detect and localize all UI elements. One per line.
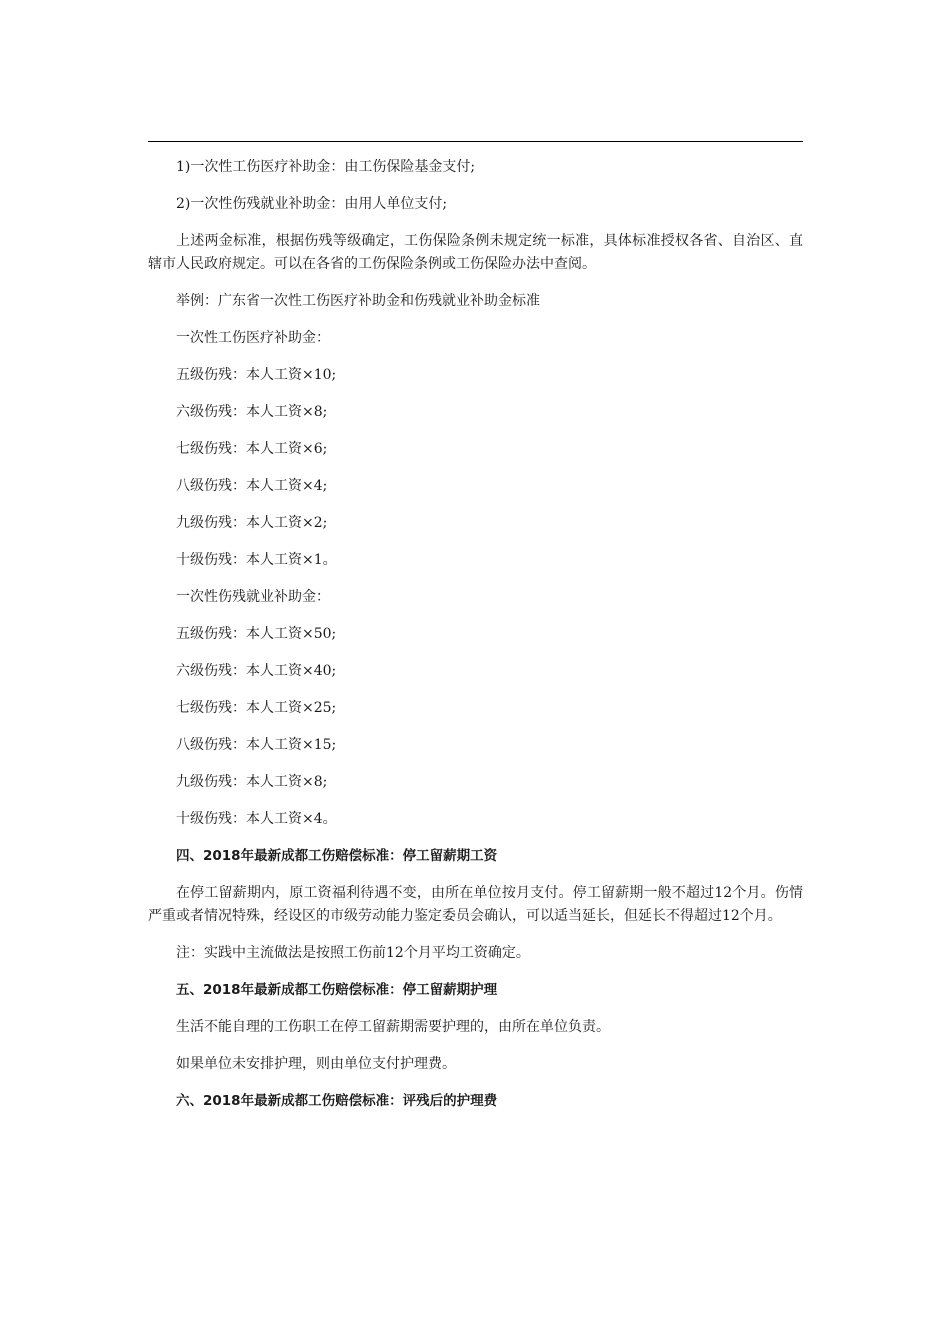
list-item: 九级伤残：本人工资×2;	[176, 515, 328, 531]
paragraph: 1)一次性工伤医疗补助金：由工伤保险基金支付;	[176, 159, 476, 175]
paragraph: 上述两金标准，根据伤残等级确定，工伤保险条例未规定统一标准，具体标准授权各省、自治区、直辖市人民政府规定。可以在各省的工伤保险条例或工伤保险办法中查阅。	[148, 233, 803, 272]
paragraph: 生活不能自理的工伤职工在停工留薪期需要护理的，由所在单位负责。	[176, 1019, 610, 1035]
list-item: 五级伤残：本人工资×10;	[176, 367, 337, 383]
list-item: 六级伤残：本人工资×8;	[176, 404, 328, 420]
list-item: 八级伤残：本人工资×15;	[176, 737, 337, 753]
list-item: 七级伤残：本人工资×25;	[176, 700, 337, 716]
list-item: 六级伤残：本人工资×40;	[176, 663, 337, 679]
list-item: 五级伤残：本人工资×50;	[176, 626, 337, 642]
paragraph: 如果单位未安排护理，则由单位支付护理费。	[176, 1056, 456, 1072]
paragraph: 2)一次性伤残就业补助金：由用人单位支付;	[176, 196, 448, 212]
section-heading: 四、2018年最新成都工伤赔偿标准：停工留薪期工资	[176, 848, 498, 864]
section-heading: 六、2018年最新成都工伤赔偿标准：评残后的护理费	[176, 1093, 498, 1109]
list-item: 八级伤残：本人工资×4;	[176, 478, 328, 494]
section-heading: 五、2018年最新成都工伤赔偿标准：停工留薪期护理	[176, 982, 498, 998]
list-heading: 一次性伤残就业补助金：	[176, 589, 330, 605]
header-rule	[148, 141, 803, 142]
paragraph: 举例：广东省一次性工伤医疗补助金和伤残就业补助金标准	[176, 293, 540, 309]
list-item: 九级伤残：本人工资×8;	[176, 774, 328, 790]
list-item: 十级伤残：本人工资×4。	[176, 811, 337, 827]
document-body	[148, 156, 803, 1127]
list-item: 七级伤残：本人工资×6;	[176, 441, 328, 457]
list-item: 十级伤残：本人工资×1。	[176, 552, 337, 568]
note: 注：实践中主流做法是按照工伤前12个月平均工资确定。	[176, 945, 530, 961]
list-heading: 一次性工伤医疗补助金：	[176, 330, 330, 346]
paragraph: 在停工留薪期内，原工资福利待遇不变，由所在单位按月支付。停工留薪期一般不超过12个月。伤情严重或者情况特殊，经设区的市级劳动能力鉴定委员会确认，可以适当延长，但延长不得超过12个月。	[148, 885, 803, 924]
